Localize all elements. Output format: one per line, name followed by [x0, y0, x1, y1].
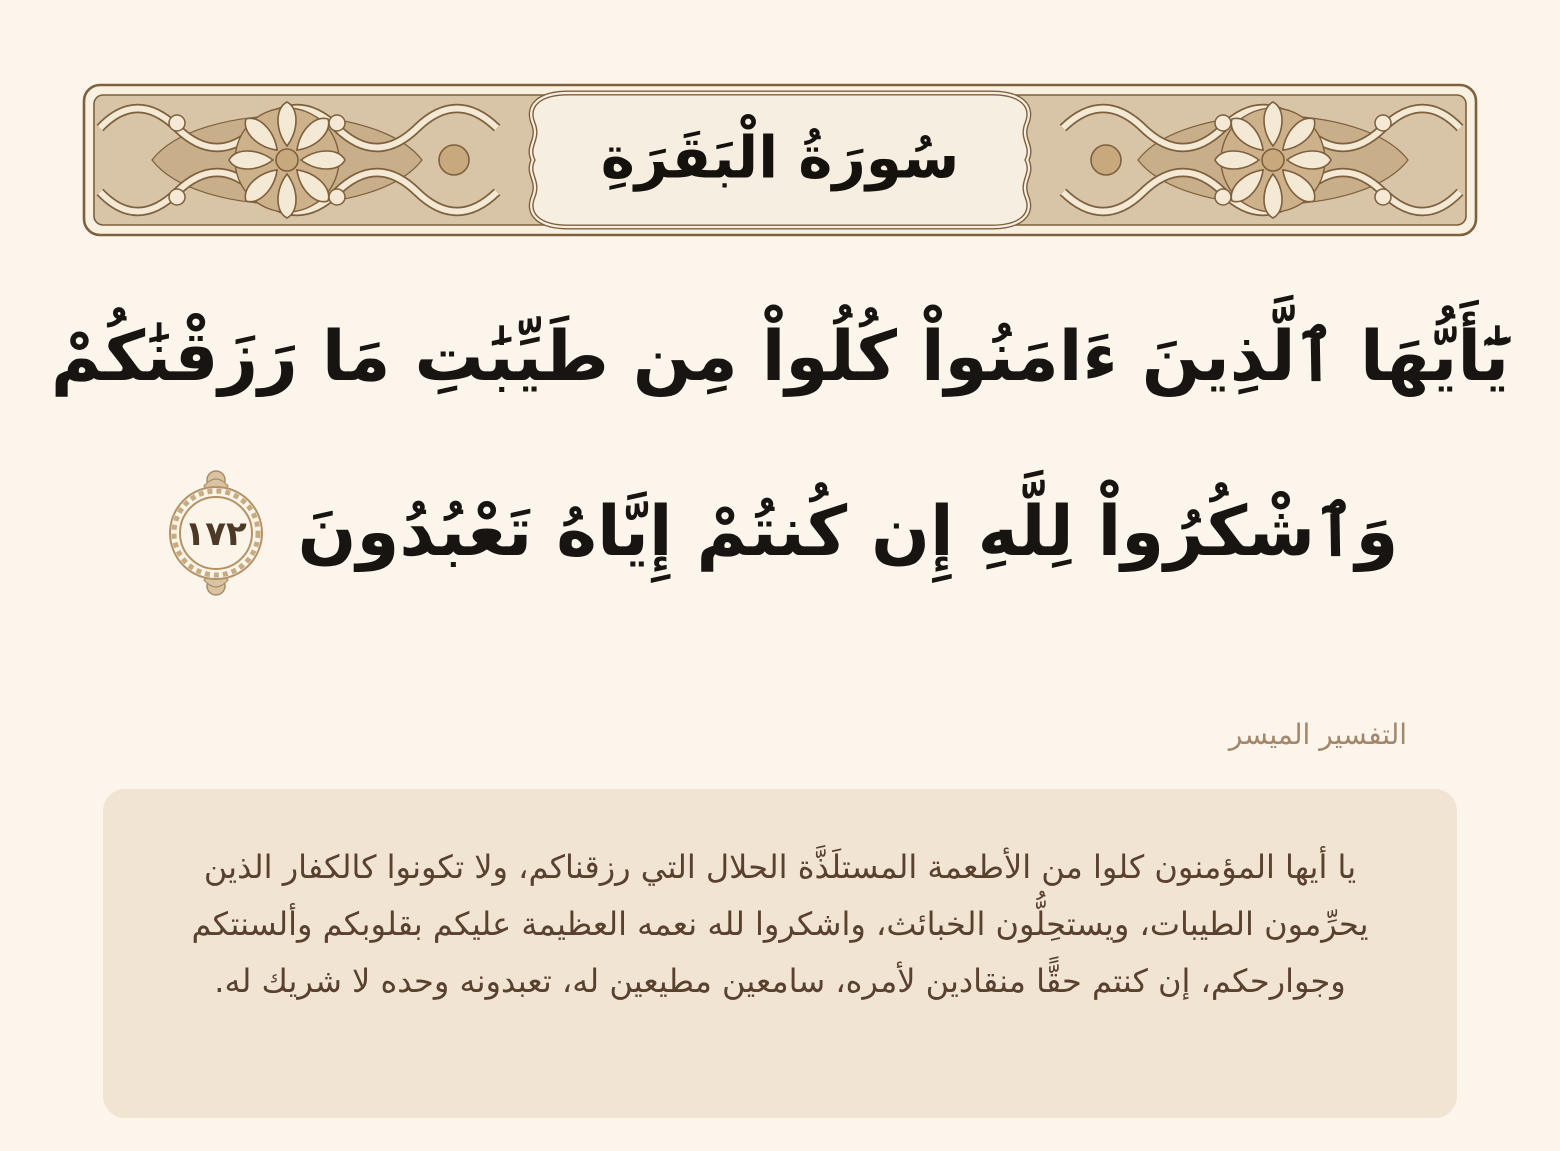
verse-line-2	[0, 445, 1560, 620]
surah-title: سُورَةُ الْبَقَرَةِ	[600, 123, 960, 192]
verse-number-medallion	[162, 468, 270, 598]
verse-line-1	[0, 270, 1560, 445]
tafsir-text: يا أيها المؤمنون كلوا من الأطعمة المستلَذَّة الحلال التي رزقناكم، ولا تكونوا كالكفار الذين يحرِّمون الطيبات، ويستحِلُّون الخبائث، واشكروا لله نعمه العظيمة عليكم بقلوبكم وألسنتكم وجوارحكم، إن كنتم حقًّا منقادين لأمره، سامعين مطيعين له، تعبدونه وحده لا شريك له.	[191, 848, 1369, 1000]
verse-container	[0, 270, 1560, 620]
verse-text-line1: يَٰٓأَيُّهَا ٱلَّذِينَ ءَامَنُواْ كُلُواْ مِن طَيِّبَٰتِ مَا رَزَقْنَٰكُمْ	[50, 317, 1510, 397]
tafsir-box	[103, 789, 1457, 1118]
verse-text-line2: وَٱشْكُرُواْ لِلَّهِ إِن كُنتُمْ إِيَّاهُ تَعْبُدُونَ	[297, 492, 1399, 572]
tafsir-source-label: التفسير الميسر	[1228, 718, 1407, 751]
surah-header-banner	[82, 83, 1478, 237]
verse-number: ١٧٢	[184, 513, 247, 554]
